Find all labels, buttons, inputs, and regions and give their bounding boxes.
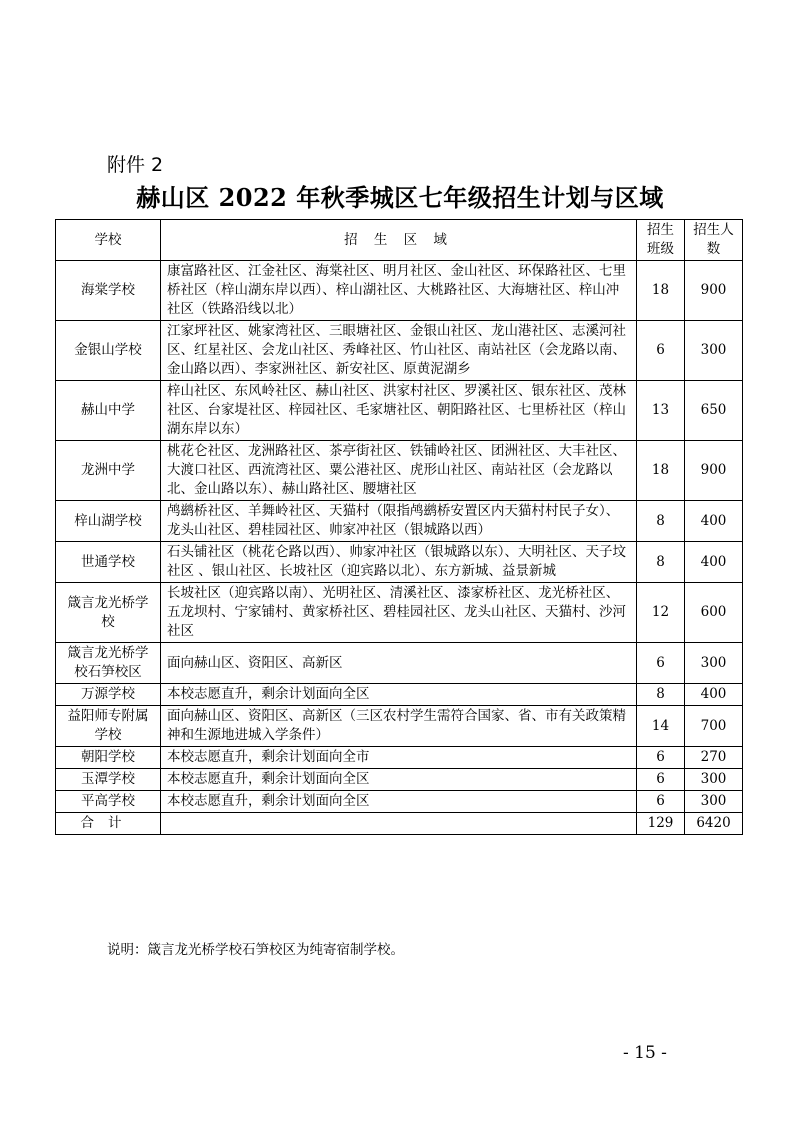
table-row (56, 501, 743, 542)
footnote: 说明：箴言龙光桥学校石笋校区为纯寄宿制学校。 (107, 942, 404, 958)
enrollment-area: 本校志愿直升，剩余计划面向全市 (161, 747, 637, 769)
page-number: - 15 - (623, 1043, 667, 1063)
school-name: 平高学校 (56, 791, 161, 813)
school-name: 益阳师专附属学校 (56, 706, 161, 747)
class-count: 6 (637, 747, 685, 769)
table-row (56, 583, 743, 643)
school-name: 海棠学校 (56, 261, 161, 321)
enrollment-area: 鸬鹚桥社区、羊舞岭社区、天猫村（限指鸬鹚桥安置区内天猫村村民子女）、龙头山社区、碧桂园社区、帅家冲社区（银城路以西） (161, 501, 637, 542)
enrollment-area: 面向赫山区、资阳区、高新区 (161, 643, 637, 684)
student-count: 270 (685, 747, 743, 769)
student-count: 300 (685, 321, 743, 381)
header-classes: 招生班级 (637, 220, 685, 261)
student-count: 400 (685, 684, 743, 706)
table-row (56, 261, 743, 321)
header-students: 招生人数 (685, 220, 743, 261)
student-count: 300 (685, 643, 743, 684)
table-row (56, 791, 743, 813)
enrollment-area: 本校志愿直升，剩余计划面向全区 (161, 769, 637, 791)
class-count: 6 (637, 769, 685, 791)
school-name: 玉潭学校 (56, 769, 161, 791)
school-name: 万源学校 (56, 684, 161, 706)
class-count: 12 (637, 583, 685, 643)
school-name: 金银山学校 (56, 321, 161, 381)
class-count: 8 (637, 684, 685, 706)
enrollment-area: 本校志愿直升，剩余计划面向全区 (161, 684, 637, 706)
school-name: 箴言龙光桥学校 (56, 583, 161, 643)
student-count: 300 (685, 791, 743, 813)
header-school: 学校 (56, 220, 161, 261)
student-count: 400 (685, 542, 743, 583)
class-count: 18 (637, 261, 685, 321)
student-count: 300 (685, 769, 743, 791)
page-title: 赫山区 2022 年秋季城区七年级招生计划与区域 (136, 183, 664, 212)
table-row (56, 381, 743, 441)
table-row (56, 706, 743, 747)
table-row (56, 684, 743, 706)
student-count: 400 (685, 501, 743, 542)
total-students: 6420 (685, 813, 743, 835)
enrollment-table (55, 219, 743, 835)
school-name: 世通学校 (56, 542, 161, 583)
enrollment-area: 桃花仑社区、龙洲路社区、茶亭街社区、铁铺岭社区、团洲社区、大丰社区、大渡口社区、西流湾社区、粟公港社区、虎形山社区、南站社区（会龙路以北、金山路以东）、赫山路社区、腰塘社区 (161, 441, 637, 501)
class-count: 6 (637, 791, 685, 813)
school-name: 龙洲中学 (56, 441, 161, 501)
header-area: 招 生 区 域 (161, 220, 637, 261)
class-count: 14 (637, 706, 685, 747)
student-count: 900 (685, 261, 743, 321)
class-count: 8 (637, 501, 685, 542)
school-name: 赫山中学 (56, 381, 161, 441)
school-name: 梓山湖学校 (56, 501, 161, 542)
enrollment-area: 江家坪社区、姚家湾社区、三眼塘社区、金银山社区、龙山港社区、志溪河社区、红星社区、会龙山社区、秀峰社区、竹山社区、南站社区（会龙路以南、金山路以西）、李家洲社区、新安社区、原黄泥湖乡 (161, 321, 637, 381)
total-classes: 129 (637, 813, 685, 835)
class-count: 6 (637, 321, 685, 381)
enrollment-area: 康富路社区、江金社区、海棠社区、明月社区、金山社区、环保路社区、七里桥社区（梓山湖东岸以西）、梓山湖社区、大桃路社区、大海塘社区、梓山冲社区（铁路沿线以北） (161, 261, 637, 321)
class-count: 6 (637, 643, 685, 684)
enrollment-area: 面向赫山区、资阳区、高新区（三区农村学生需符合国家、省、市有关政策精神和生源地进城入学条件） (161, 706, 637, 747)
enrollment-area: 梓山社区、东风岭社区、赫山社区、洪家村社区、罗溪社区、银东社区、茂林社区、台家堤社区、梓园社区、毛家塘社区、朝阳路社区、七里桥社区（梓山湖东岸以东） (161, 381, 637, 441)
total-area-empty (161, 813, 637, 835)
table-row (56, 769, 743, 791)
student-count: 700 (685, 706, 743, 747)
enrollment-area: 长坡社区（迎宾路以南）、光明社区、清溪社区、漆家桥社区、龙光桥社区、五龙坝村、宁家铺村、黄家桥社区、碧桂园社区、龙头山社区、天猫村、沙河社区 (161, 583, 637, 643)
class-count: 13 (637, 381, 685, 441)
table-row (56, 542, 743, 583)
class-count: 18 (637, 441, 685, 501)
table-row (56, 643, 743, 684)
total-row (56, 813, 743, 835)
enrollment-area: 石头铺社区（桃花仑路以西）、帅家冲社区（银城路以东）、大明社区、天子坟社区 、银山社区、长坡社区（迎宾路以北）、东方新城、益景新城 (161, 542, 637, 583)
attachment-label: 附件 2 (107, 154, 164, 176)
school-name: 朝阳学校 (56, 747, 161, 769)
table-row (56, 441, 743, 501)
table-header-row (56, 220, 743, 261)
total-label: 合计 (56, 813, 161, 835)
table-row (56, 747, 743, 769)
school-name: 箴言龙光桥学校石笋校区 (56, 643, 161, 684)
class-count: 8 (637, 542, 685, 583)
student-count: 900 (685, 441, 743, 501)
enrollment-area: 本校志愿直升，剩余计划面向全区 (161, 791, 637, 813)
student-count: 600 (685, 583, 743, 643)
table-row (56, 321, 743, 381)
student-count: 650 (685, 381, 743, 441)
